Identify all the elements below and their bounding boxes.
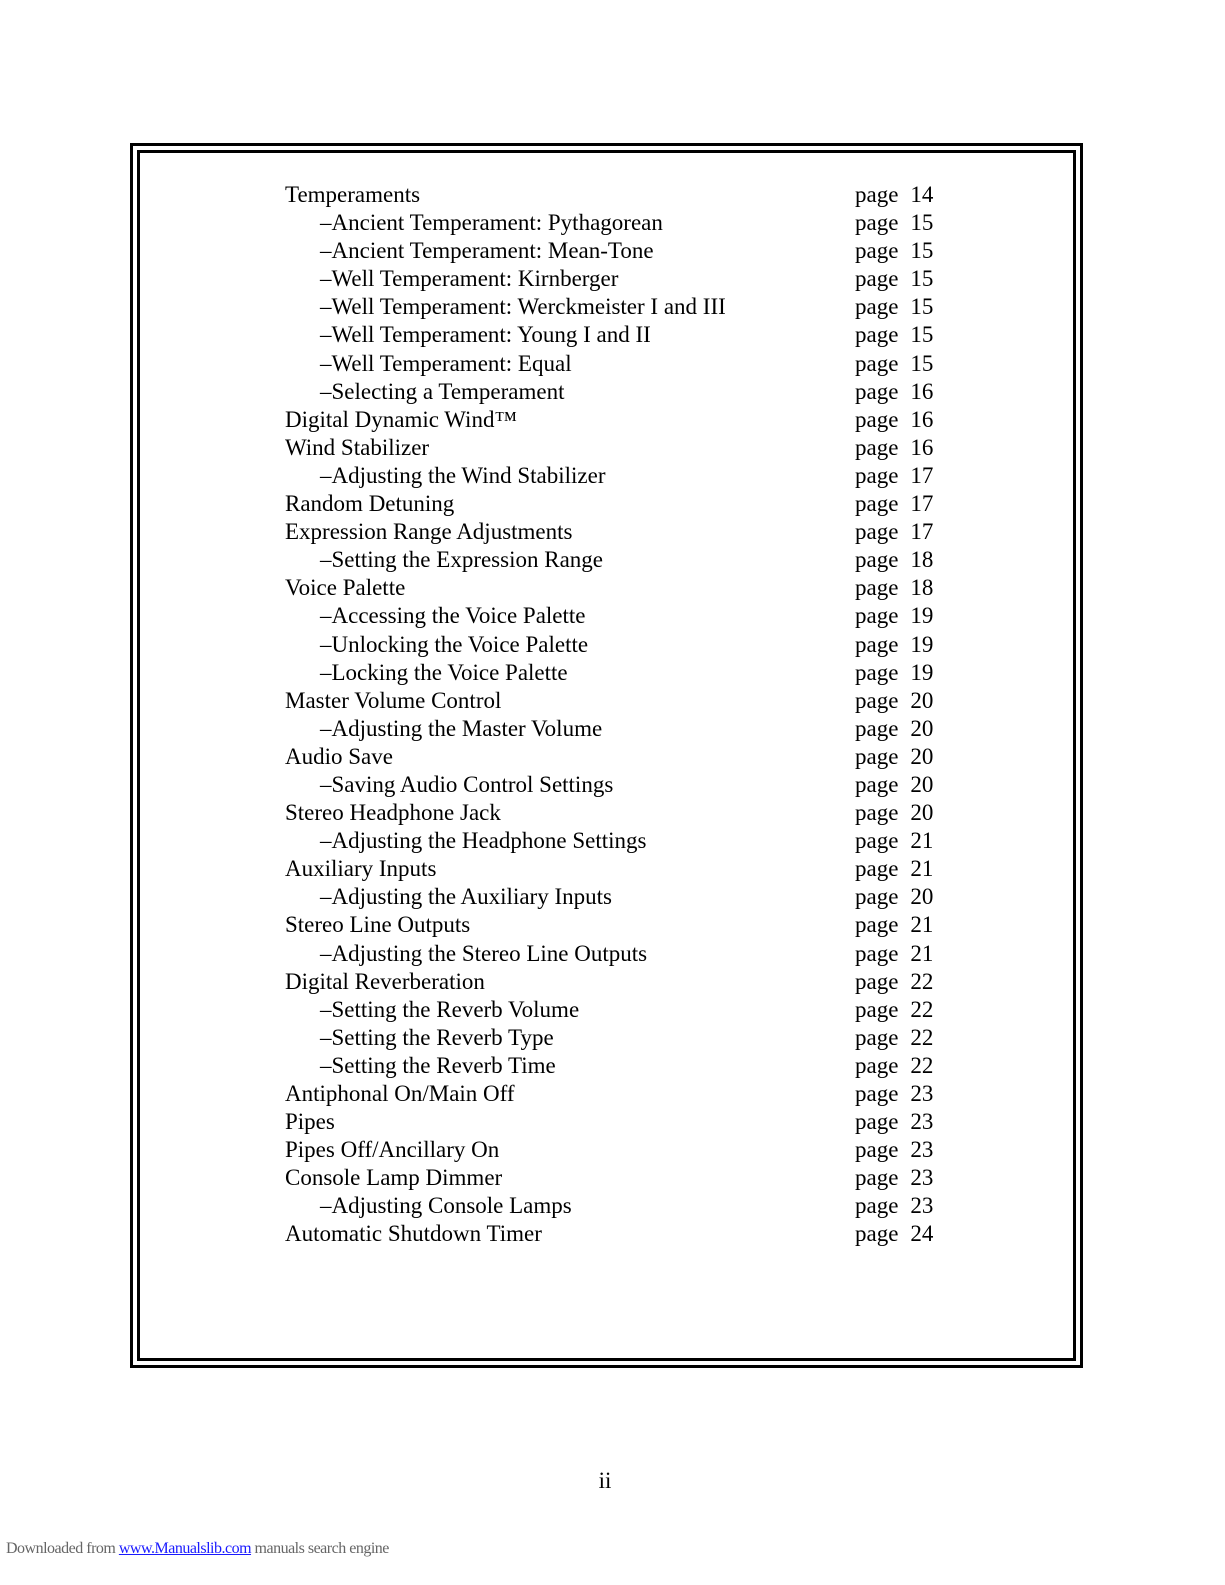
toc-entry-page-ref xyxy=(855,1192,933,1220)
toc-entry-title: –Ancient Temperament: Pythagorean xyxy=(320,210,663,236)
toc-entry-title: Stereo Line Outputs xyxy=(285,912,471,938)
toc-entry-title: Antiphonal On/Main Off xyxy=(285,1081,515,1106)
toc-entry-title: Console Lamp Dimmer xyxy=(285,1165,503,1191)
toc-page-number: 21 xyxy=(910,940,934,966)
toc-page-label: page xyxy=(855,322,899,348)
toc-page-number: 18 xyxy=(910,575,934,601)
toc-entry-title: Random Detuning xyxy=(285,491,455,517)
toc-page-label: page xyxy=(855,912,899,938)
toc-page-number: 20 xyxy=(910,771,934,797)
toc-page-number: 16 xyxy=(910,434,934,460)
page-number: ii xyxy=(598,1468,612,1493)
toc-page-number: 20 xyxy=(910,800,934,826)
toc-entry xyxy=(285,518,945,546)
toc-page-number: 15 xyxy=(910,210,934,236)
toc-entry-page-ref xyxy=(855,940,933,968)
toc-entry-title: Expression Range Adjustments xyxy=(285,519,573,545)
toc-page-number: 24 xyxy=(910,1221,934,1247)
toc-entry-title: Automatic Shutdown Timer xyxy=(285,1221,542,1247)
toc-page-number: 20 xyxy=(910,884,934,910)
toc-subentry xyxy=(285,631,945,659)
toc-page-label: page xyxy=(855,1052,899,1078)
toc-page-number: 20 xyxy=(910,743,934,769)
toc-entry-page-ref xyxy=(855,518,933,546)
toc-page-label: page xyxy=(855,434,899,460)
toc-subentry xyxy=(285,1052,945,1080)
toc-entry-title: Voice Palette xyxy=(285,575,406,601)
toc-page-label: page xyxy=(855,182,899,207)
toc-entry xyxy=(285,1136,945,1164)
toc-entry-page-ref xyxy=(855,827,933,855)
toc-entry-title: –Setting the Expression Range xyxy=(320,547,603,573)
toc-entry-title: –Locking the Voice Palette xyxy=(320,659,568,685)
toc-page-number: 18 xyxy=(910,547,934,573)
toc-subentry xyxy=(285,940,945,968)
toc-page-number: 15 xyxy=(910,294,934,320)
toc-page-number: 21 xyxy=(910,856,934,882)
toc-page-label: page xyxy=(855,968,899,994)
toc-entry-page-ref xyxy=(855,659,933,687)
toc-entry-page-ref xyxy=(855,799,933,827)
toc-page-label: page xyxy=(855,884,899,910)
toc-entry-title: Stereo Headphone Jack xyxy=(285,800,501,826)
toc-subentry xyxy=(285,378,945,406)
toc-page-number: 23 xyxy=(910,1193,934,1219)
toc-entry-title: Pipes xyxy=(285,1109,335,1135)
toc-entry-title: –Adjusting Console Lamps xyxy=(320,1193,572,1219)
toc-page-label: page xyxy=(855,687,899,713)
toc-page-number: 23 xyxy=(910,1109,934,1135)
toc-entry-page-ref xyxy=(855,237,933,265)
toc-page-number: 15 xyxy=(910,350,934,376)
toc-page-label: page xyxy=(855,1137,899,1163)
toc-page-label: page xyxy=(855,266,899,292)
toc-page-label: page xyxy=(855,603,899,629)
toc-entry-title: –Setting the Reverb Volume xyxy=(320,996,580,1022)
footer-link[interactable]: www.Manualslib.com xyxy=(118,1540,252,1557)
toc-subentry xyxy=(285,827,945,855)
toc-entry-title: –Adjusting the Master Volume xyxy=(320,715,603,741)
toc-page-label: page xyxy=(855,575,899,601)
toc-page-label: page xyxy=(855,996,899,1022)
toc-entry-page-ref xyxy=(855,771,933,799)
toc-entry-title: –Adjusting the Wind Stabilizer xyxy=(320,462,606,488)
footer xyxy=(6,1540,389,1558)
toc-entry-page-ref xyxy=(855,1052,933,1080)
toc-entry xyxy=(285,574,945,602)
toc-subentry xyxy=(285,715,945,743)
toc-subentry xyxy=(285,237,945,265)
toc-subentry xyxy=(285,265,945,293)
toc-entry-page-ref xyxy=(855,1164,933,1192)
toc-page-number: 22 xyxy=(910,1024,934,1050)
toc-entry-page-ref xyxy=(855,743,933,771)
toc-page-number: 14 xyxy=(910,182,934,207)
toc-page-label: page xyxy=(855,631,899,657)
toc-entry xyxy=(285,1108,945,1136)
toc-page-number: 16 xyxy=(910,406,934,432)
toc-entry-title: –Well Temperament: Equal xyxy=(320,350,572,376)
toc-entry-page-ref xyxy=(855,968,933,996)
toc-page-label: page xyxy=(855,1193,899,1219)
toc-page-label: page xyxy=(855,238,899,264)
toc-entry-page-ref xyxy=(855,1220,933,1248)
toc-page-label: page xyxy=(855,856,899,882)
toc-page-label: page xyxy=(855,519,899,545)
toc-entry xyxy=(285,1164,945,1192)
toc-entry xyxy=(285,687,945,715)
toc-entry-page-ref xyxy=(855,1136,933,1164)
toc-entry-title: –Setting the Reverb Time xyxy=(320,1052,556,1078)
toc-page-label: page xyxy=(855,547,899,573)
toc-page-label: page xyxy=(855,210,899,236)
toc-entry xyxy=(285,968,945,996)
toc-subentry xyxy=(285,1024,945,1052)
toc-entry xyxy=(285,434,945,462)
toc-subentry xyxy=(285,659,945,687)
toc-entry-title: –Adjusting the Stereo Line Outputs xyxy=(320,940,648,966)
toc-entry-page-ref xyxy=(855,911,933,939)
toc-entry xyxy=(285,406,945,434)
toc-entry-page-ref xyxy=(855,181,933,209)
toc-page-number: 17 xyxy=(910,491,934,517)
toc-entry-title: Master Volume Control xyxy=(285,687,502,713)
toc-page-number: 21 xyxy=(910,912,934,938)
toc-entry-title: Audio Save xyxy=(285,743,393,769)
toc-subentry xyxy=(285,883,945,911)
toc-entry-page-ref xyxy=(855,490,933,518)
toc-entry-title: –Selecting a Temperament xyxy=(320,378,565,404)
toc-entry-page-ref xyxy=(855,209,933,237)
toc-entry-title: Digital Reverberation xyxy=(285,968,485,994)
toc-page-label: page xyxy=(855,659,899,685)
toc-page-number: 15 xyxy=(910,322,934,348)
toc-entry-title: –Setting the Reverb Type xyxy=(320,1024,554,1050)
toc-page-number: 17 xyxy=(910,519,934,545)
toc-page-label: page xyxy=(855,1024,899,1050)
toc-entry-title: –Well Temperament: Kirnberger xyxy=(320,266,619,292)
toc-entry-title: Temperaments xyxy=(285,182,421,207)
footer-suffix: manuals search engine xyxy=(251,1540,389,1557)
toc-page-number: 15 xyxy=(910,238,934,264)
toc-entry-page-ref xyxy=(855,350,933,378)
toc-entry-title: –Ancient Temperament: Mean-Tone xyxy=(320,238,654,264)
toc-page-label: page xyxy=(855,491,899,517)
toc-entry-title: –Well Temperament: Werckmeister I and III xyxy=(320,294,726,320)
toc-page-number: 23 xyxy=(910,1137,934,1163)
toc-entry-title: Auxiliary Inputs xyxy=(285,856,437,882)
toc-page-label: page xyxy=(855,1081,899,1106)
toc-entry-page-ref xyxy=(855,406,933,434)
toc-page-number: 22 xyxy=(910,1052,934,1078)
toc-entry-page-ref xyxy=(855,1024,933,1052)
toc-entry xyxy=(285,1220,945,1248)
toc-page-number: 21 xyxy=(910,828,934,854)
toc-page-number: 15 xyxy=(910,266,934,292)
toc-subentry xyxy=(285,209,945,237)
toc-subentry xyxy=(285,996,945,1024)
toc-page-label: page xyxy=(855,1165,899,1191)
toc-subentry xyxy=(285,462,945,490)
toc-entry-page-ref xyxy=(855,855,933,883)
toc-page-label: page xyxy=(855,828,899,854)
toc-entry-title: –Accessing the Voice Palette xyxy=(320,603,586,629)
toc-entry xyxy=(285,490,945,518)
toc-page-number: 22 xyxy=(910,996,934,1022)
toc-entry-page-ref xyxy=(855,631,933,659)
toc-page-label: page xyxy=(855,940,899,966)
toc-entry-page-ref xyxy=(855,715,933,743)
toc-page-label: page xyxy=(855,715,899,741)
toc-entry-page-ref xyxy=(855,883,933,911)
toc-entry-title: –Saving Audio Control Settings xyxy=(320,771,614,797)
toc-entry xyxy=(285,855,945,883)
toc-subentry xyxy=(285,771,945,799)
toc-page-number: 20 xyxy=(910,715,934,741)
toc-entry-page-ref xyxy=(855,1080,933,1108)
toc-entry-title: –Adjusting the Headphone Settings xyxy=(320,828,647,854)
toc-page-label: page xyxy=(855,462,899,488)
toc-page-number: 19 xyxy=(910,659,934,685)
toc-entry-page-ref xyxy=(855,462,933,490)
toc-entry-page-ref xyxy=(855,293,933,321)
toc-page-number: 23 xyxy=(910,1165,934,1191)
toc-entry-title: Pipes Off/Ancillary On xyxy=(285,1137,500,1163)
toc-entry xyxy=(285,181,945,209)
toc-entry-page-ref xyxy=(855,321,933,349)
toc-page-label: page xyxy=(855,378,899,404)
toc-page-label: page xyxy=(855,743,899,769)
toc-page-number: 16 xyxy=(910,378,934,404)
toc-entry-page-ref xyxy=(855,687,933,715)
toc-subentry xyxy=(285,350,945,378)
toc-entry xyxy=(285,1080,945,1108)
toc-page-label: page xyxy=(855,771,899,797)
toc-subentry xyxy=(285,1192,945,1220)
toc-entry xyxy=(285,911,945,939)
toc-page-number: 19 xyxy=(910,631,934,657)
toc-page-label: page xyxy=(855,350,899,376)
toc-subentry xyxy=(285,293,945,321)
toc-page-label: page xyxy=(855,406,899,432)
toc-entry-page-ref xyxy=(855,434,933,462)
toc-entry xyxy=(285,743,945,771)
toc-entry-page-ref xyxy=(855,574,933,602)
toc-page-number: 22 xyxy=(910,968,934,994)
toc-entry-page-ref xyxy=(855,996,933,1024)
toc-page-number: 20 xyxy=(910,687,934,713)
toc-entry-title: Wind Stabilizer xyxy=(285,434,430,460)
toc-subentry xyxy=(285,321,945,349)
toc-page-label: page xyxy=(855,294,899,320)
table-of-contents xyxy=(285,181,945,1249)
toc-page-label: page xyxy=(855,1109,899,1135)
toc-entry-page-ref xyxy=(855,602,933,630)
toc-entry-page-ref xyxy=(855,546,933,574)
footer-prefix: Downloaded from xyxy=(6,1540,119,1557)
toc-entry-title: –Well Temperament: Young I and II xyxy=(320,322,651,348)
toc-entry-title: Digital Dynamic Wind™ xyxy=(285,406,517,432)
toc-entry-title: –Adjusting the Auxiliary Inputs xyxy=(320,884,612,910)
toc-entry-page-ref xyxy=(855,1108,933,1136)
toc-page-label: page xyxy=(855,800,899,826)
toc-entry-title: –Unlocking the Voice Palette xyxy=(320,631,589,657)
toc-page-label: page xyxy=(855,1221,899,1247)
toc-page-number: 17 xyxy=(910,462,934,488)
toc-subentry xyxy=(285,546,945,574)
toc-entry-page-ref xyxy=(855,265,933,293)
toc-subentry xyxy=(285,602,945,630)
toc-entry xyxy=(285,799,945,827)
toc-page-number: 23 xyxy=(910,1081,934,1106)
toc-page-number: 19 xyxy=(910,603,934,629)
toc-entry-page-ref xyxy=(855,378,933,406)
